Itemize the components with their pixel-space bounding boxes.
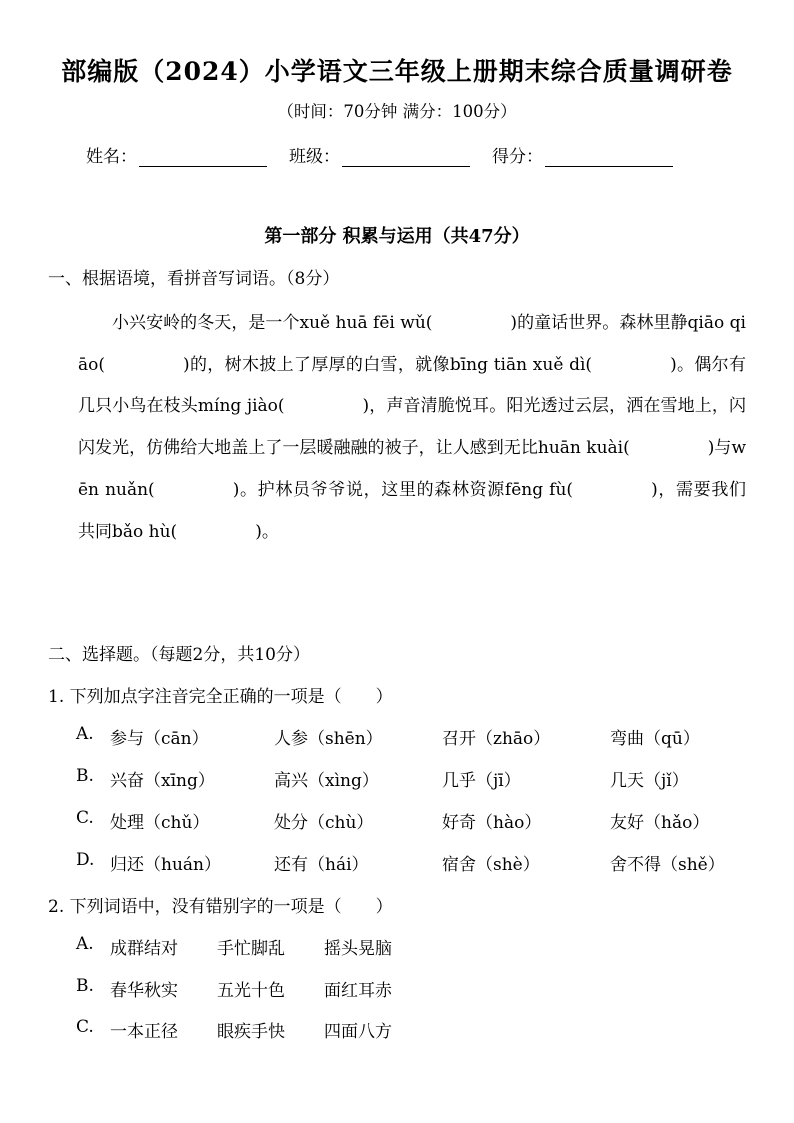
name-blank-line[interactable]: [139, 148, 267, 167]
option-word: 处理（chǔ）: [110, 813, 210, 833]
q1-heading: 一、根据语境，看拼音写词语。（8分）: [48, 269, 340, 289]
exam-title: 部编版（2024）小学语文三年级上册期末综合质量调研卷: [61, 57, 733, 86]
q2-item2-option-a[interactable]: [76, 934, 756, 958]
option-word: 眼疾手快: [217, 1022, 285, 1042]
q2-item1-option-d[interactable]: [76, 850, 756, 874]
option-word: 友好（hǎo）: [610, 813, 710, 833]
class-label: 班级：: [289, 147, 340, 167]
passage-segment: )。: [255, 521, 279, 542]
q2-item1-option-c[interactable]: [76, 808, 756, 832]
option-letter: C.: [76, 808, 94, 828]
q2-item2-question: 2. 下列词语中，没有错别字的一项是（ ）: [48, 897, 393, 917]
exam-subtitle: （时间：70分钟 满分：100分）: [277, 102, 517, 121]
q2-item1-option-b[interactable]: [76, 766, 756, 790]
option-word: 面红耳赤: [324, 981, 392, 1001]
q2-item2-option-b[interactable]: [76, 976, 756, 1000]
q2-item1-question: 1. 下列加点字注音完全正确的一项是（ ）: [48, 687, 393, 707]
option-word: 高兴（xìng）: [274, 771, 379, 791]
score-blank-line[interactable]: [545, 148, 673, 167]
q1-passage: [78, 303, 746, 553]
passage-segment: )，需要我们共同bǎo hù(: [78, 479, 747, 542]
option-word: 舍不得（shě）: [610, 855, 725, 875]
q2-item2-option-c[interactable]: [76, 1017, 756, 1041]
option-word: 还有（hái）: [274, 855, 369, 875]
option-word: 弯曲（qū）: [610, 729, 700, 749]
passage-segment: )，声音清脆悦耳。阳光透过云层，洒在雪地上，闪闪发光，仿佛给大地盖上了一层暖融融的被子，让人感到无比huān kuài(: [78, 396, 746, 459]
class-field: [289, 142, 470, 167]
option-word: 参与（cān）: [110, 729, 209, 749]
name-label: 姓名：: [86, 147, 137, 167]
option-letter: A.: [76, 724, 94, 744]
option-word: 几天（jǐ）: [610, 771, 689, 791]
option-word: 四面八方: [324, 1022, 392, 1042]
class-blank-line[interactable]: [342, 148, 470, 167]
option-letter: C.: [76, 1017, 94, 1037]
score-field: [492, 142, 673, 167]
option-letter: B.: [76, 976, 94, 996]
option-word: 一本正径: [110, 1022, 178, 1042]
option-word: 处分（chù）: [274, 813, 374, 833]
option-word: 宿舍（shè）: [442, 855, 540, 875]
option-word: 人参（shēn）: [274, 729, 383, 749]
option-word: 归还（huán）: [110, 855, 221, 875]
q2-heading: 二、选择题。（每题2分，共10分）: [48, 645, 310, 665]
option-word: 五光十色: [217, 981, 285, 1001]
option-letter: D.: [76, 850, 95, 870]
section-1-title: 第一部分 积累与运用（共47分）: [264, 226, 530, 247]
passage-segment: 小兴安岭的冬天，是一个xuě huā fēi wǔ(: [112, 313, 433, 333]
option-word: 手忙脚乱: [217, 939, 285, 959]
passage-segment: )的童话世界。森林里静qiāo qiāo(: [78, 313, 746, 375]
option-word: 春华秋实: [110, 981, 178, 1001]
passage-segment: )的，树木披上了厚厚的白雪，就像bīng tiān xuě dì(: [183, 354, 593, 375]
passage-segment: )。护林员爷爷说，这里的森林资源fēng fù(: [232, 479, 574, 500]
option-letter: A.: [76, 934, 94, 954]
student-info-row: [86, 142, 726, 167]
name-field: [86, 142, 267, 167]
passage-segment: )与wēn nuǎn(: [78, 438, 746, 500]
q2-item1-option-a[interactable]: [76, 724, 756, 748]
option-word: 兴奋（xīng）: [110, 771, 215, 791]
score-label: 得分：: [492, 147, 543, 167]
option-word: 召开（zhāo）: [442, 729, 551, 749]
option-word: 好奇（hào）: [442, 813, 542, 833]
option-word: 摇头晃脑: [324, 939, 392, 959]
option-letter: B.: [76, 766, 94, 786]
option-word: 成群结对: [110, 939, 178, 959]
option-word: 几乎（jī）: [442, 771, 521, 791]
passage-segment: )。偶尔有几只小鸟在枝头míng jiào(: [78, 354, 746, 417]
